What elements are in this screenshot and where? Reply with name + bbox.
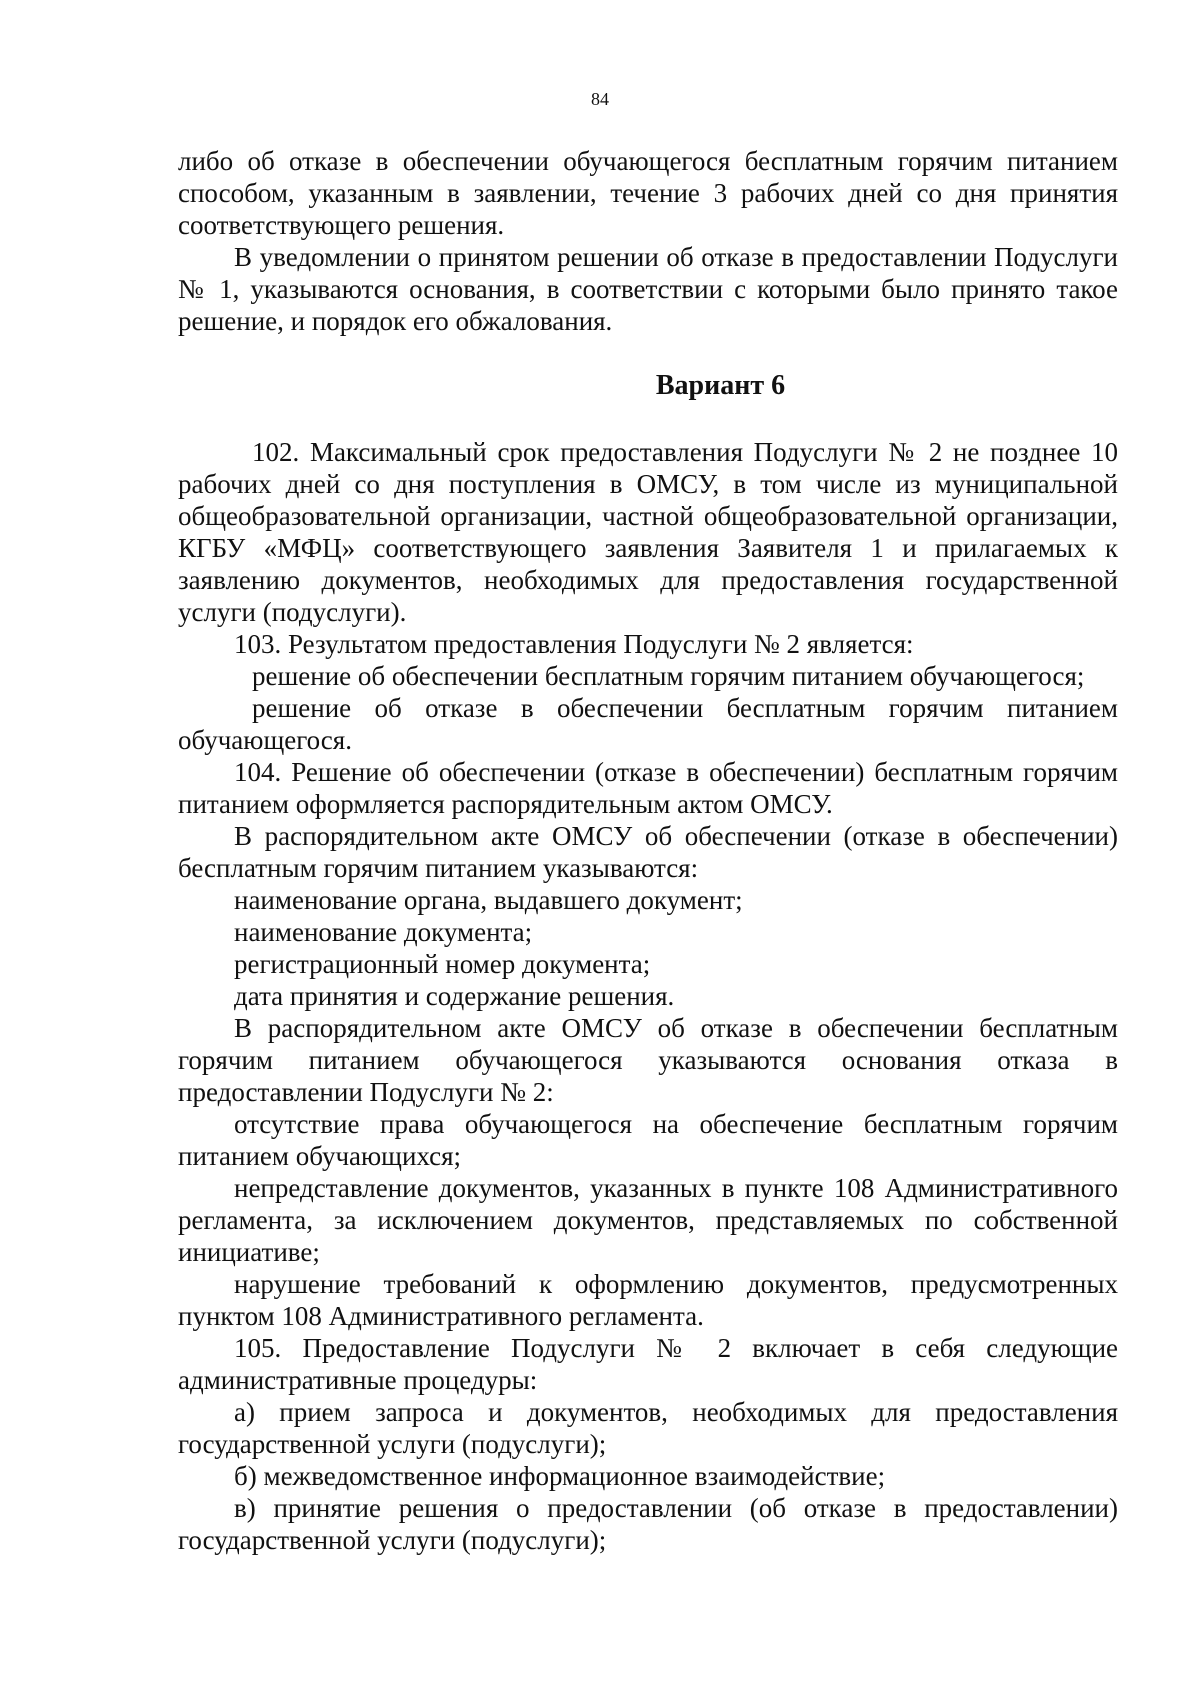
list-item-document-name: наименование документа; <box>234 917 533 947</box>
list-item-registration-number: регистрационный номер документа; <box>234 949 651 979</box>
page-number: 84 <box>591 89 609 109</box>
paragraph-105: 105. Предоставление Подуслуги № 2 включает в себя следующие административные процедуры: <box>178 1333 1118 1395</box>
ground-item-formatting-violation: нарушение требований к оформлению документов, предусмотренных пунктом 108 Административного регламента. <box>178 1269 1118 1331</box>
paragraph-104: 104. Решение об обеспечении (отказе в обеспечении) бесплатным горячим питанием оформляется распорядительным актом ОМСУ. <box>178 757 1118 819</box>
paragraph-notice: В уведомлении о принятом решении об отказе в предоставлении Подуслуги № 1, указываются основания, в соответствии с которыми было принято такое решение, и порядок его обжалования. <box>178 242 1118 336</box>
paragraph-act-contents: В распорядительном акте ОМСУ об обеспечении (отказе в обеспечении) бесплатным горячим питанием указываются: <box>178 821 1118 883</box>
result-item-provision: решение об обеспечении бесплатным горячим питанием обучающегося; <box>252 661 1085 691</box>
paragraph-102: 102. Максимальный срок предоставления Подуслуги № 2 не позднее 10 рабочих дней со дня поступления в ОМСУ, в том числе из муниципальной общеобразовательной организации, частной общеобразовательной организации, КГБУ «МФЦ» соответствующего заявления Заявителя 1 и прилагаемых к заявлению документов, необходимых для предоставления государственной услуги (подуслуги). <box>178 437 1118 627</box>
list-item-authority-name: наименование органа, выдавшего документ; <box>234 885 743 915</box>
result-item-refusal: решение об отказе в обеспечении бесплатным горячим питанием обучающегося. <box>178 693 1118 755</box>
paragraph-103: 103. Результатом предоставления Подуслуги № 2 является: <box>234 629 914 659</box>
list-item-decision-date: дата принятия и содержание решения. <box>234 981 675 1011</box>
procedure-item-c: в) принятие решения о предоставлении (об отказе в предоставлении) государственной услуги (подуслуги); <box>178 1493 1118 1555</box>
paragraph-refusal-grounds: В распорядительном акте ОМСУ об отказе в обеспечении бесплатным горячим питанием обучающегося указываются основания отказа в предоставлении Подуслуги № 2: <box>178 1013 1118 1107</box>
document-body <box>178 145 1118 1556</box>
section-title: Вариант 6 <box>655 370 786 401</box>
ground-item-no-right: отсутствие права обучающегося на обеспечение бесплатным горячим питанием обучающихся; <box>178 1109 1118 1171</box>
procedure-item-a: а) прием запроса и документов, необходимых для предоставления государственной услуги (подуслуги); <box>178 1397 1118 1459</box>
ground-item-missing-documents: непредставление документов, указанных в пункте 108 Административного регламента, за исключением документов, представляемых по собственной инициативе; <box>178 1173 1118 1267</box>
procedure-item-b: б) межведомственное информационное взаимодействие; <box>234 1461 886 1491</box>
paragraph-continuation: либо об отказе в обеспечении обучающегося бесплатным горячим питанием способом, указанным в заявлении, течение 3 рабочих дней со дня принятия соответствующего решения. <box>178 146 1118 240</box>
